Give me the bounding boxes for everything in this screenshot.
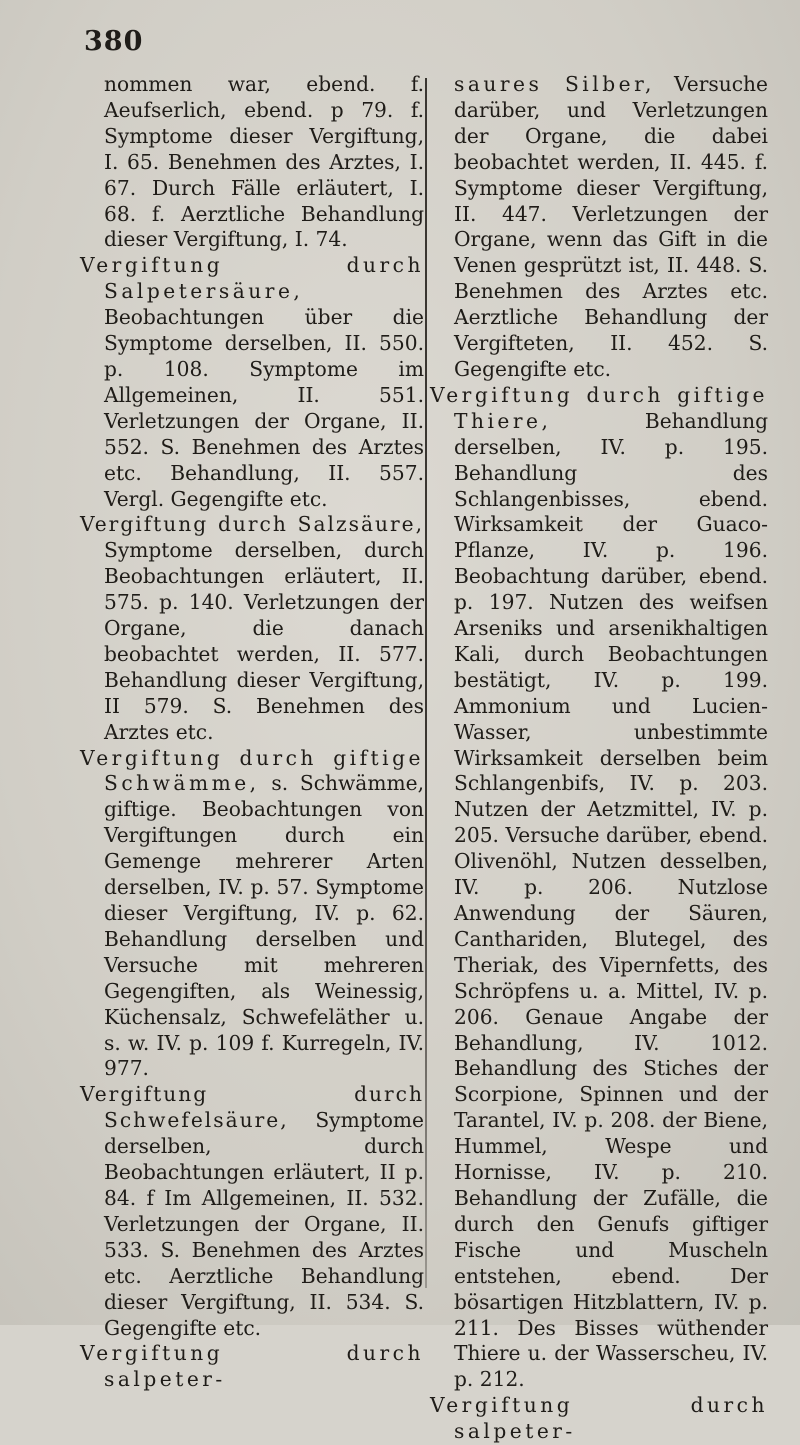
index-entry bbox=[80, 72, 424, 253]
index-entry bbox=[430, 1393, 768, 1445]
entry-text: Behandlung derselben, IV. p. 195. Behandlung des Schlangenbisses, ebend. Wirksamkeit der Guaco-Pflanze, IV. p. 196. Beobachtung darüber, ebend. p. 197. Nutzen des weifsen Arseniks und arsenikhaltigen Kali, durch Beobachtungen bestätigt, IV. p. 199. Ammonium und Lucien-Wasser, unbestimmte Wirksamkeit derselben beim Schlangenbifs, IV. p. 203. Nutzen der Aetzmittel, IV. p. 205. Versuche darüber, ebend. Olivenöhl, Nutzen desselben, IV. p. 206. Nutzlose Anwendung der Säuren, Canthariden, Blutegel, des Theriak, des Vipernfetts, des Schröpfens u. a. Mittel, IV. p. 206. Genaue Angabe der Behandlung, IV. 1012. Behandlung des Stiches der Scorpione, Spinnen und der Tarantel, IV. p. 208. der Biene, Hummel, Wespe und Hornisse, IV. p. 210. Behandlung der Zufälle, die durch den Genufs giftiger Fische und Muscheln entstehen, ebend. Der bösartigen Hitzblattern, IV. p. 211. Des Bisses wüthender Thiere u. der Wasserscheu, IV. p. 212. bbox=[454, 408, 768, 1392]
index-entry bbox=[80, 253, 424, 512]
column-divider bbox=[425, 78, 427, 1288]
entry-heading: Vergiftung durch giftige Thiere, bbox=[430, 382, 768, 433]
right-column bbox=[430, 72, 768, 1444]
entry-heading: Vergiftung durch Salzsäure, bbox=[80, 512, 424, 537]
entry-text: s. Schwämme, giftige. Beobachtungen von Vergiftungen durch ein Gemenge mehrerer Arten derselben, IV. p. 57. Symptome dieser Vergiftung, IV. p. 62. Behandlung derselben und Versuche mit mehreren Gegengiften, als Weinessig, Küchensalz, Schwefeläther u. s. w. IV. p. 109 f. Kurregeln, IV. 977. bbox=[104, 771, 424, 1081]
page-number: 380 bbox=[84, 26, 144, 57]
entry-text: Beobachtungen über die Symptome derselben, II. 550. p. 108. Symptome im Allgemeinen, II. 551. Verletzungen der Organe, II. 552. S. Benehmen des Arztes etc. Behandlung, II. 557. Vergl. Gegengifte etc. bbox=[104, 305, 424, 511]
entry-heading: Vergiftung durch Salpetersäure, bbox=[80, 253, 424, 304]
index-entry bbox=[430, 72, 768, 383]
left-column bbox=[80, 72, 424, 1392]
index-entry bbox=[430, 383, 768, 1393]
entry-heading: Vergiftung durch Schwefelsäure, bbox=[80, 1082, 424, 1133]
entry-text: nommen war, ebend. f. Aeufserlich, ebend. p 79. f. Symptome dieser Vergiftung, I. 65. Benehmen des Arztes, I. 67. Durch Fälle erläutert, I. 68. f. Aerztliche Behandlung dieser Vergiftung, I. 74. bbox=[104, 72, 424, 252]
entry-heading: saures Silber, bbox=[454, 72, 655, 96]
index-entry bbox=[80, 746, 424, 1083]
entry-heading: Vergiftung durch salpeter- bbox=[80, 1341, 424, 1392]
entry-text: Versuche darüber, und Verletzungen der Organe, die dabei beobachtet werden, II. 445. f. Symptome dieser Vergiftung, II. 447. Verletzungen der Organe, wenn das Gift in die Venen gesprützt ist, II. 448. S. Benehmen des Arztes etc. Aerztliche Behandlung der Vergifteten, II. 452. S. Gegengifte etc. bbox=[454, 72, 768, 381]
index-entry bbox=[80, 1082, 424, 1341]
index-entry bbox=[80, 512, 424, 745]
index-entry bbox=[80, 1341, 424, 1393]
entry-text: Symptome derselben, durch Beobachtungen erläutert, II. 575. p. 140. Verletzungen der Organe, die danach beobachtet werden, II. 577. Behandlung dieser Vergiftung, II 579. S. Benehmen des Arztes etc. bbox=[104, 538, 424, 744]
entry-heading: Vergiftung durch salpeter- bbox=[430, 1393, 768, 1444]
entry-heading: Vergiftung durch giftige Schwämme, bbox=[80, 745, 424, 796]
entry-text: Symptome derselben, durch Beobachtungen erläutert, II p. 84. f Im Allgemeinen, II. 532. Verletzungen der Organe, II. 533. S. Benehmen des Arztes etc. Aerztliche Behandlung dieser Vergiftung, II. 534. S. Gegengifte etc. bbox=[104, 1108, 424, 1340]
